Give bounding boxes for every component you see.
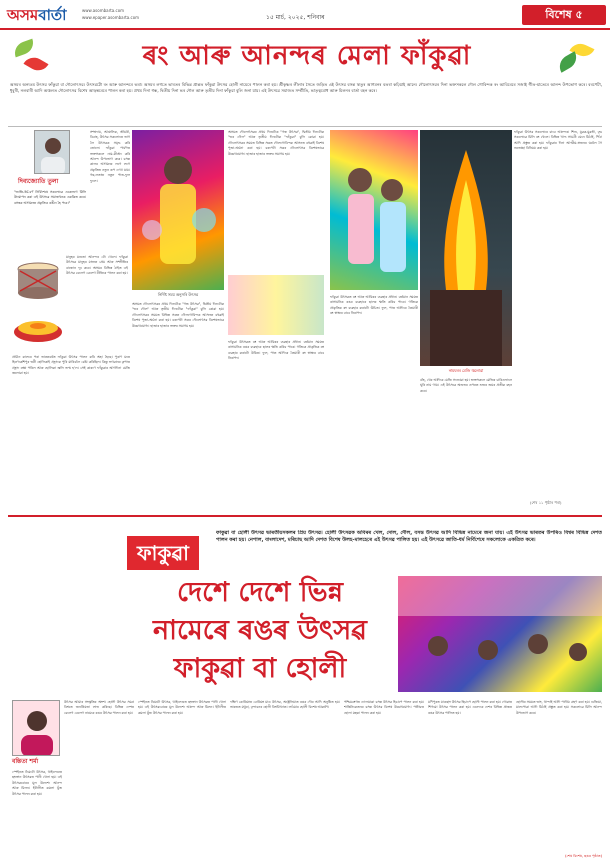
footer-note: (শেষ বিশেষ, ছঙৰ পৃষ্ঠাত) [565,853,602,858]
header-divider [0,28,610,30]
epaper-link[interactable]: www.epaper.asombarta.com [82,15,140,20]
article-column: মানুহৰ মনতো আনন্দৰ ঢৌ খেলে। ফাঁকুৱা উৎসৱে মানুহৰ মাজত প্ৰেম আৰু সম্প্ৰীতিৰ বান্ধোন দৃঢ় কৰে। অসমৰ বিভিন্ন ঠাইত এই উৎসৱ বেলেগ বেলেগ ৰীতিৰে পালন কৰা হয়। [66,255,128,276]
article-column: স্পেইনত টমেটো উৎসৱ, থাইলেণ্ডত ছংক্ৰান উৎসৱত পানী খেলা হয়। এই উৎসৱবোৰৰ মূল উদ্দেশ্য আনন্দ আৰু মিলন। ইটালীত কমলা যুঁজ উৎসৱ পালন কৰা হয়। [138,700,226,715]
title-banner [7,34,603,80]
bonfire-photo [420,130,512,366]
article-column: মণিপুৰত য়াওছাং উৎসৱ হিচাপে হোলী পালন কৰা হয়। গোৱাত শিগমো উৎসৱ পালন কৰা হয়। এনেদৰে দেশৰ বিভিন্ন প্ৰান্তত ৰঙৰ উৎসৱ পালিত হয়। [428,700,512,715]
divider [8,126,602,127]
continued-note: (শেষ ১১ পৃষ্ঠাৰ পৰা) [530,500,562,505]
article-column: ফাঁকুৱা উৎসৱত ৰং আৰু আবিৰৰ ব্যৱহাৰ প্ৰধান। বৰ্তমান সময়ত ৰাসায়নিক ৰঙৰ ব্যৱহাৰে ছালৰ ক্ষতি কৰিব পাৰে। গতিকে প্ৰাকৃতিক ৰং ব্যৱহাৰ কৰাটো উচিত। ফুল, পাত আদিৰে তৈয়াৰী ৰং স্বাস্থ্যৰ বাবে নিৰাপদ। [330,295,418,316]
subheadline: ফাকুৱা বা হোলী উৎসৱ ভাৰতীয়সকলৰ প্ৰিয় উৎসৱ। হোলী উৎসৱক অবিৰৰ খেল, দোল, দৌল, বসন্ত উৎসৱ আদি বিভিন্ন নামেৰে জনা যায়। এই উৎসৱ ভাৰতৰ উপৰিও বিশ্বৰ বিভিন্ন দেশত পালন কৰা হয়। নেপাল, বাংলাদেশ, মৰিচাছ আদি দেশত বিশেষ উলহ-মালহেৰে এই উৎসৱ পালিত হয়। এই উৎসৱে জাতি-ধৰ্ম নিৰ্বিশেষে সকলোকে একত্ৰিত কৰে। [216,530,602,543]
photo-caption: নামঘৰৰ মেজি জ্বলোৱা [448,368,484,373]
article-column: স্পেইনত টমেটো উৎসৱ, থাইলেণ্ডত ছংক্ৰান উৎসৱত পানী খেলা হয়। এই উৎসৱবোৰৰ মূল উদ্দেশ্য আনন্দ আৰু মিলন। ইটালীত কমলা যুঁজ উৎসৱ পালন কৰা হয়। [12,770,62,796]
headline-line: ফাকুৱা বা হোলী [173,653,347,684]
author-photo [12,700,60,756]
headline [126,574,394,688]
headline-line: দেশে দেশে ভিন্ন [177,577,343,608]
section-divider [8,515,602,517]
article-column: সম্প্ৰদায়, আঞ্চলিক, জীয়ৰী, বিবাহ, উৎসৱ সকলোতে ভাগ লৈ উৎসৱক সমৃদ্ধ কৰি তোলে। ফাঁকুৱা পাৰ্বণত ভক্তসকলে নাম-কীৰ্তন কৰি আনন্দ উপভোগ কৰে। বসন্ত কালৰ আগমনৰ লগে লগে প্ৰকৃতিত নতুন ৰূপ দেখা যায়। গছ-লতাত নতুন পাত-ফুল ফুলে। [90,130,130,183]
drum-image [14,255,62,303]
article-column: অসমত দৌলোৎসৱৰ প্ৰথম দিনটোক "গন্ধ উৎসৱ", দ্বিতীয় দিনটোক "ভৰ দৌল" আৰু তৃতীয় দিনটোক "ফাঁকুৱা" বুলি কোৱা হয়। দৌলোৎসৱৰ সময়ত বিভিন্ন সত্ৰত দৌলগোবিন্দক আসনত বহুৱাই বিশেষ পূজা-অৰ্চনা কৰা হয়। বৰপেটা সত্ৰৰ দৌলোৎসৱ বিশেষভাৱে উল্লেখযোগ্য। হাজাৰ হাজাৰ ভক্তৰ সমাগম হয়। [228,130,324,156]
author-name: বন্তিতা শৰ্মা [12,758,39,765]
holi-crowd-photo [398,576,602,692]
festival-photo [132,130,224,290]
section-label: বিশেষ ৫ [522,5,606,25]
headline-line: নামেৰে ৰঙৰ উৎসৱ [153,615,367,646]
article-column: বাঁহ, খেৰ আদিৰে মেজি সজোৱা হয়। ভক্তসকলে মেজিৰ চাৰিওফালে ঘূৰি নাম গায়। এই উৎসৱে অশুভৰ ওপৰত শুভৰ জয়ৰ প্ৰতীক বহন কৰে। [420,378,512,393]
leaf-decor [12,39,37,58]
article-column: হোলীৰ সময়ত ভাং, থান্দাই আদি পানীয় গ্ৰহণ কৰা হয়। গুজিয়া, মালপোৱা আদি মিঠাই প্ৰস্তুত কৰা হয়। সকলোৱে মিলি আনন্দ উপভোগ কৰে। [516,700,602,715]
article-column: উৎসৱ আমাৰ সংস্কৃতিৰ অংশ। হোলী উৎসৱ সমগ্ৰ বিশ্বতে জনপ্ৰিয়তা লাভ কৰিছে। বিভিন্ন দেশত বেলেগ বেলেগ নামেৰে ৰঙৰ উৎসৱ পালন কৰা হয়। [64,700,134,715]
section-tag: ফাকুৱা [127,536,199,570]
intro-paragraph: অসমৰ অন্যতম উৎসৱ ফাঁকুৱা বা দৌলোৎসৱ। উৎসৱটো ৰং আৰু আনন্দৰে ভৰা। অসমৰ লগতে ভাৰতৰ বিভিন্ন প্ৰান্তত ফাঁকুৱা উৎসৱ হোলী নামেৰে পালন কৰা হয়। শ্ৰীকৃষ্ণৰ লীলাৰ সৈতে জড়িত এই উৎসৱ বসন্ত ঋতুৰ আগমনৰ বতৰা কঢ়িয়াই আনে। দৌলোৎসৱৰ দিনা ভক্তসকলে দৌল গোবিন্দক ৰং আবিৰেৰে সজাই গীত-মাতেৰে আনন্দ উপভোগ কৰে। বৰপেটা, ধুবুৰী, নলবাৰী আদি অঞ্চলত দৌলোৎসৱ বিশেষ আড়ম্বৰেৰে পালন কৰা হয়। প্ৰথম দিনা গন্ধ, দ্বিতীয় দিনা ভৰ দৌল আৰু তৃতীয় দিনা ফাঁকুৱা বুলি জনা যায়। এই উৎসৱে সমাজত সম্প্ৰীতি, ভাতৃত্ববোধ আৰু মিলনৰ বাৰ্তা বহন কৰে। [10,82,602,93]
article-column: ফাঁকুৱা উৎসৱ সকলোৰে বাবে আনন্দৰ। শিশু, যুৱক-যুৱতী, বৃদ্ধ সকলোৱে মিলি ৰং খেলে। বিভিন্ন খাদ্য সামগ্ৰী যেনে মিঠাই, পিঠা আদি প্ৰস্তুত কৰা হয়। ফাঁকুৱাৰ দিনা আত্মীয়-স্বজনৰ ঘৰলৈ গৈ শুভেচ্ছা বিনিময় কৰা হয়। [514,130,602,151]
person-icon [35,131,70,174]
article-column: পশ্চিমবংগত দোলযাত্ৰা বসন্ত উৎসৱ হিচাপে পালন কৰা হয়। শান্তিনিকেতনৰ বসন্ত উৎসৱ বিশেষ উল্লেখযোগ্য। পঞ্জাবত হোলা মহল্লা পালন কৰা হয়। [344,700,424,715]
article-column: ফাঁকুৱা উৎসৱত ৰং আৰু আবিৰৰ ব্যৱহাৰ প্ৰধান। বৰ্তমান সময়ত ৰাসায়নিক ৰঙৰ ব্যৱহাৰে ছালৰ ক্ষতি কৰিব পাৰে। গতিকে প্ৰাকৃতিক ৰং ব্যৱহাৰ কৰাটো উচিত। ফুল, পাত আদিৰে তৈয়াৰী ৰং স্বাস্থ্যৰ বাবে নিৰাপদ। [228,340,324,361]
pull-quote: "জাতি-ধৰ্ম-বৰ্ণ নিৰ্বিশেষে সকলোৱে একেলগে মিলি উদযাপন কৰা এই উৎসৱে সমাজখনক একত্ৰিত কৰে। বসন্তৰ আগমনত প্ৰকৃতিও ৰঙীন হৈ পৰে।" [14,190,86,205]
page-title: ৰং আৰু আনন্দৰ মেলা ফাঁকুৱা [142,41,472,71]
photo-caption: নিৰ্দিষ্ট সময় অনুসৰি উৎসৱ [157,292,199,297]
leaf-decor [23,53,48,74]
article-column: প্ৰাচীন কালৰে পৰা ভাৰতবৰ্ষত ফাঁকুৱা উৎসৱ পালন কৰি অহা হৈছে। পুৰাণ মতে হিৰণ্যকশিপুৰ ভগ্নী হোলিকাই প্ৰহ্লাদক পুৰি মাৰিবলৈ চেষ্টা কৰিছিল। কিন্তু ভগৱানৰ কৃপাত প্ৰহ্লাদ ৰক্ষা পৰিল আৰু হোলিকা জ্বলি ভস্ম হ'ল। সেই কাৰণে ফাঁকুৱাৰ আগদিনা মেজি জ্বলোৱা হয়। [12,355,130,376]
author-name: দিব্যজ্যোতি তুলা [18,178,59,185]
newspaper-logo: অসমবাৰ্তা [7,6,67,24]
cymbals-image [12,304,64,350]
issue-date: ১৫ মাৰ্চ, ২০২৫, শনিবাৰ [266,14,325,21]
people-colors-photo [330,130,418,290]
article-column: দক্ষিণ কোৰিয়াত বোৰিয়ং মাড উৎসৱ, অষ্ট্ৰেলিয়াত ৰঙৰ দৌৰ আদি অনুষ্ঠিত হয়। ভাৰতত মথুৰা, বৃন্দাবনৰ হোলী বিশ্ববিখ্যাত। লাঠমাৰ হোলী বিশেষ আকৰ্ষণ। [230,700,340,710]
celebration-photo [228,275,324,335]
article-column: অসমত দৌলোৎসৱৰ প্ৰথম দিনটোক "গন্ধ উৎসৱ", দ্বিতীয় দিনটোক "ভৰ দৌল" আৰু তৃতীয় দিনটোক "ফাঁকুৱা" বুলি কোৱা হয়। দৌলোৎসৱৰ সময়ত বিভিন্ন সত্ৰত দৌলগোবিন্দক আসনত বহুৱাই বিশেষ পূজা-অৰ্চনা কৰা হয়। বৰপেটা সত্ৰৰ দৌলোৎসৱ বিশেষভাৱে উল্লেখযোগ্য। হাজাৰ হাজাৰ ভক্তৰ সমাগম হয়। [132,302,224,328]
website-link[interactable]: www.asombarta.com [82,8,125,13]
author-photo [34,130,70,174]
